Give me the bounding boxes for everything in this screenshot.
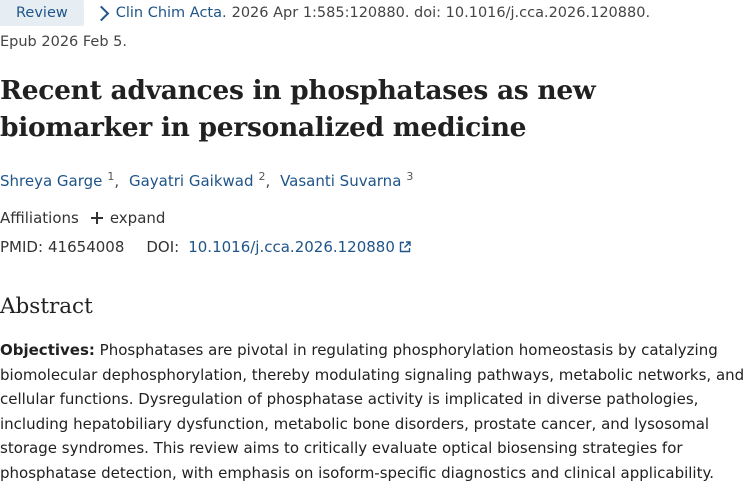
citation-details: 2026 Apr 1:585:120880. doi: 10.1016/j.cca.2026.120880.: [231, 5, 651, 21]
chevron-right-icon: [93, 6, 109, 22]
epub-date: Epub 2026 Feb 5.: [0, 34, 127, 50]
abstract-text: Phosphatases are pivotal in regulating phosphorylation homeostasis by catalyzing biomolecular dephosphorylation, thereby modulating signaling pathways, metabolic networks, and cellular functions. Dysregulation of phosphatase activity is implicated in diverse pathologies, including hepatobiliary dysfunction, metabolic bone disorders, prostate cancer, and lysosomal storage syndromes. This review aims to critically evaluate optical biosensing strategies for phosphatase detection, with emphasis on isoform-specific diagnostics and clinical applicability.: [0, 341, 745, 482]
author-affiliation-ref[interactable]: 1: [107, 170, 115, 183]
author-list: [0, 170, 413, 190]
journal-link[interactable]: [96, 5, 227, 21]
author-separator: ,: [265, 172, 271, 190]
author-link[interactable]: Vasanti Suvarna: [280, 172, 402, 190]
doi-link[interactable]: 10.1016/j.cca.2026.120880: [188, 238, 395, 256]
review-badge[interactable]: Review: [0, 0, 84, 26]
expand-label[interactable]: expand: [109, 209, 166, 227]
author-separator: ,: [114, 172, 120, 190]
citation-line: [0, 0, 650, 26]
pmid-value: 41654008: [48, 238, 125, 256]
abstract-body: [0, 338, 750, 486]
plus-icon[interactable]: [91, 212, 103, 224]
pmid-label: PMID:: [0, 238, 44, 256]
doi-label: DOI:: [146, 238, 180, 256]
affiliations-label: Affiliations: [0, 209, 79, 227]
article-title: Recent advances in phosphatases as new biomarker in personalized medicine: [0, 75, 596, 143]
author-affiliation-ref[interactable]: 3: [406, 170, 414, 183]
author-link[interactable]: Gayatri Gaikwad: [128, 172, 254, 190]
affiliations-toggle[interactable]: [0, 209, 165, 227]
identifiers-line: [0, 237, 411, 257]
author-link[interactable]: Shreya Garge: [0, 172, 103, 190]
abstract-heading: Abstract: [0, 294, 93, 319]
abstract-section-label: Objectives:: [0, 341, 95, 359]
author-affiliation-ref[interactable]: 2: [258, 170, 266, 183]
journal-name[interactable]: Clin Chim Acta.: [115, 5, 227, 21]
external-link-icon[interactable]: [399, 239, 411, 257]
